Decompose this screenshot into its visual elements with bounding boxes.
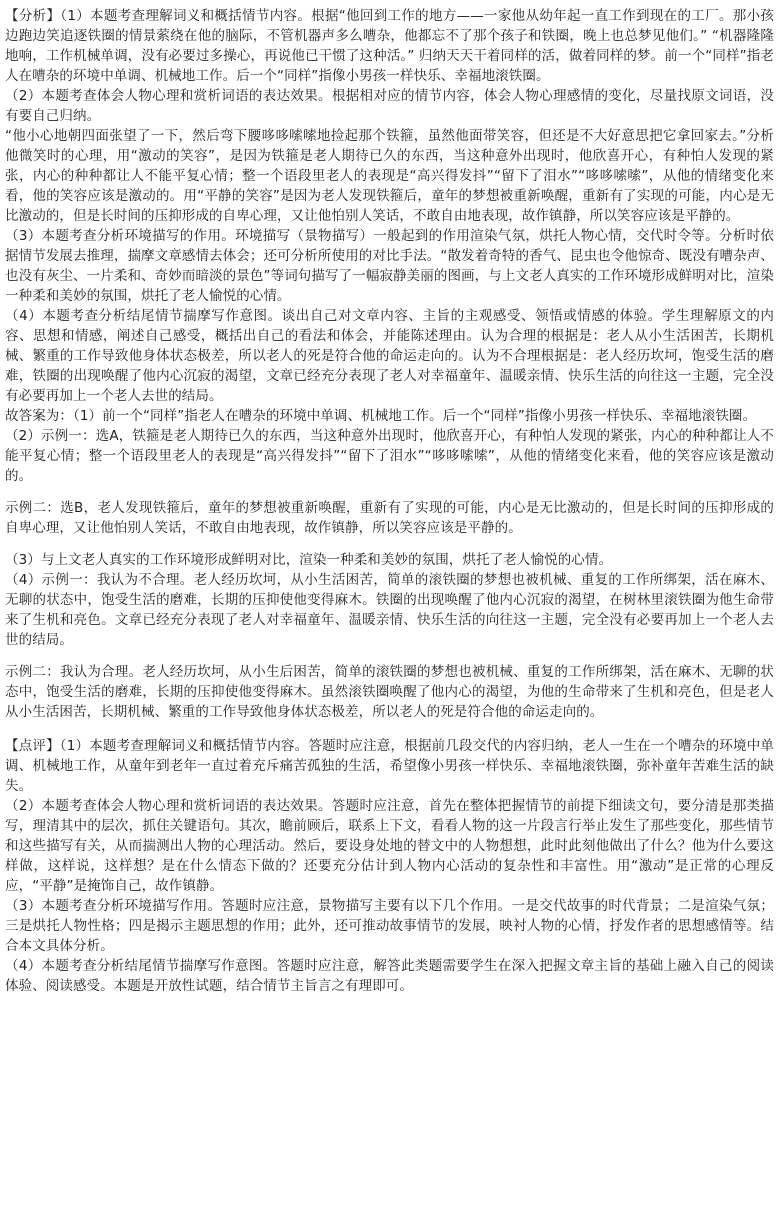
analysis-paragraph-3: “他小心地朝四面张望了一下，然后弯下腰哆哆嗦嗦地捡起那个铁箍，虽然他面带笑容，但还是不大好意思把它拿回家去。”分析他微笑时的心理，用“激动的笑容”，是因为铁箍是老人期待已久的东西，当这种意外出现时，他欣喜开心，有种怕人发现的紧张，内心的种种都让人不能平复心情；整一个语段里老人的表现是“高兴得发抖”“留下了泪水”“哆哆嗦嗦”，从他的情绪变化来看，他的笑容应该是激动的。用“平静的笑容”是因为老人发现铁箍后，童年的梦想被重新唤醒，重新有了实现的可能，内心是无比激动的，但是长时间的压抑形成的自卑心理，又让他怕别人笑话，不敢自由地表现，故作镇静，所以笑容应该是平静的。 xyxy=(5,128,774,224)
analysis-paragraph-2: （2）本题考查体会人物心理和赏析词语的表达效果。根据相对应的情节内容，体会人物心理感情的变化，尽量找原文词语，没有要自己归纳。 xyxy=(5,88,774,124)
analysis-paragraph-4: （3）本题考查分析环境描写的作用。环境描写（景物描写）一般起到的作用渲染气氛，烘托人物心情，交代时令等。分析时依据情节发展去推理，揣摩文章感情去体会；还可分析所使用的对比手法。“散发着奇特的香气、昆虫也令他惊奇、既没有嘈杂声、也没有灰尘、一片柔和、奇妙而暗淡的景色”等词句描写了一幅寂静美丽的图画，与上文老人真实的工作环境形成鲜明对比，渲染一种柔和美妙的氛围，烘托了老人愉悦的心情。 xyxy=(5,228,774,304)
answer-paragraph-4: （4）示例一：我认为不合理。老人经历坎坷，从小生活困苦，简单的滚铁圈的梦想也被机械、重复的工作所绑架，活在麻木、无聊的状态中，饱受生活的磨难，长期的压抑使他变得麻木。铁圈的出现唤醒了他内心沉寂的渴望，在树林里滚铁圈为他生命带来了生机和亮色。文章已经充分表现了老人对幸福童年、温暖亲情、快乐生活的向往这一主题，完全没有必要再加上一个老人去世的结局。 xyxy=(5,572,774,648)
answer-paragraph-2: （2）示例一：选A，铁箍是老人期待已久的东西，当这种意外出现时，他欣喜开心，有种怕人发现的紧张，内心的种种都让人不能平复心情；整一个语段里老人的表现是“高兴得发抖”“留下了泪水”“哆哆嗦嗦”，从他的情绪变化来看，他的笑容应该是激动的。 xyxy=(5,428,774,484)
comment-paragraph-2: （2）本题考查体会人物心理和赏析词语的表达效果。答题时应注意，首先在整体把握情节的前提下细读文句，要分清是那类描写，理清其中的层次，抓住关键语句。其次，瞻前顾后，联系上下文，看看人物的这一片段言行举止发生了那些变化，那些情节和这些描写有关，从而揣测出人物的心理活动。然后，要设身处地的替文中的人物想想，此时此刻他做出了什么？他为什么要这样做，这样说，这样想？是在什么情态下做的？还要充分估计到人物内心活动的复杂性和丰富性。用“激动”是正常的心理反应，“平静”是掩饰自己，故作镇静。 xyxy=(5,798,774,894)
comment-paragraph-4: （4）本题考查分析结尾情节揣摩写作意图。答题时应注意，解答此类题需要学生在深入把握文章主旨的基础上融入自己的阅读体验、阅读感受。本题是开放性试题，结合情节主旨言之有理即可。 xyxy=(5,958,774,994)
answer-paragraph-3: （3）与上文老人真实的工作环境形成鲜明对比，渲染一种柔和美妙的氛围，烘托了老人愉悦的心情。 xyxy=(5,552,613,568)
analysis-paragraph-1: 【分析】（1）本题考查理解词义和概括情节内容。根据“他回到工作的地方——一家他从幼年起一直工作到现在的工厂。那小孩边跑边笑追逐铁圈的情景萦绕在他的脑际，不管机器声多么嘈杂，他都忘不了那个孩子和铁圈，晚上也总梦见他们。” “机器隆隆地响，工作机械单调，没有必要过多操心，再说他已干惯了这种活。” 归纳天天干着同样的活，做着同样的梦。前一个“同样”指老人在嘈杂的环境中单调、机械地工作。后一个“同样”指像小男孩一样快乐、幸福地滚铁圈。 xyxy=(5,8,774,84)
comment-paragraph-3: （3）本题考查分析环境描写作用。答题时应注意，景物描写主要有以下几个作用。一是交代故事的时代背景；二是渲染气氛；三是烘托人物性格；四是揭示主题思想的作用；此外，还可推动故事情节的发展，映衬人物的心情，抒发作者的思想感情等。结合本文具体分析。 xyxy=(5,898,774,954)
spacer xyxy=(5,650,774,662)
comment-paragraph-1: 【点评】（1）本题考查理解词义和概括情节内容。答题时应注意，根据前几段交代的内容归纳，老人一生在一个嘈杂的环境中单调、机械地工作，从童年到老年一直过着充斥痛苦孤独的生活，希望像小男孩一样快乐、幸福地滚铁圈，弥补童年苦难生活的缺失。 xyxy=(5,738,774,794)
spacer xyxy=(5,538,774,550)
spacer xyxy=(5,722,774,736)
answer-paragraph-1: 故答案为：（1）前一个“同样”指老人在嘈杂的环境中单调、机械地工作。后一个“同样”指像小男孩一样快乐、幸福地滚铁圈。 xyxy=(5,408,757,424)
answer-example-two-4: 示例二：我认为合理。老人经历坎坷，从小生后困苦，简单的滚铁圈的梦想也被机械、重复的工作所绑架，活在麻木、无聊的状态中，饱受生活的磨难，长期的压抑使他变得麻木。虽然滚铁圈唤醒了他内心的渴望，为他的生命带来了生机和亮色，但是老人从小生活困苦，长期机械、繁重的工作导致他身体状态极差，所以老人的死是符合他的命运走向的。 xyxy=(5,664,774,720)
analysis-paragraph-5: （4）本题考查分析结尾情节揣摩写作意图。谈出自己对文章内容、主旨的主观感受、领悟或情感的体验。学生理解原文的内容、思想和情感，阐述自己感受，概括出自己的看法和体会，并能陈述理由。认为合理的根据是：老人从小生活困苦，长期机械、繁重的工作导致他身体状态极差，所以老人的死是符合他的命运走向的。认为不合理根据是：老人经历坎坷，饱受生活的磨难，铁圈的出现唤醒了他内心沉寂的渴望，文章已经充分表现了老人对幸福童年、温暖亲情、快乐生活的向往这一主题，完全没有必要再加上一个老人去世的结局。 xyxy=(5,308,774,404)
spacer xyxy=(5,486,774,498)
answer-example-two-b: 示例二：选B，老人发现铁箍后，童年的梦想被重新唤醒，重新有了实现的可能，内心是无比激动的，但是长时间的压抑形成的自卑心理，又让他怕别人笑话，不敢自由地表现，故作镇静，所以笑容应该是平静的。 xyxy=(5,500,774,536)
